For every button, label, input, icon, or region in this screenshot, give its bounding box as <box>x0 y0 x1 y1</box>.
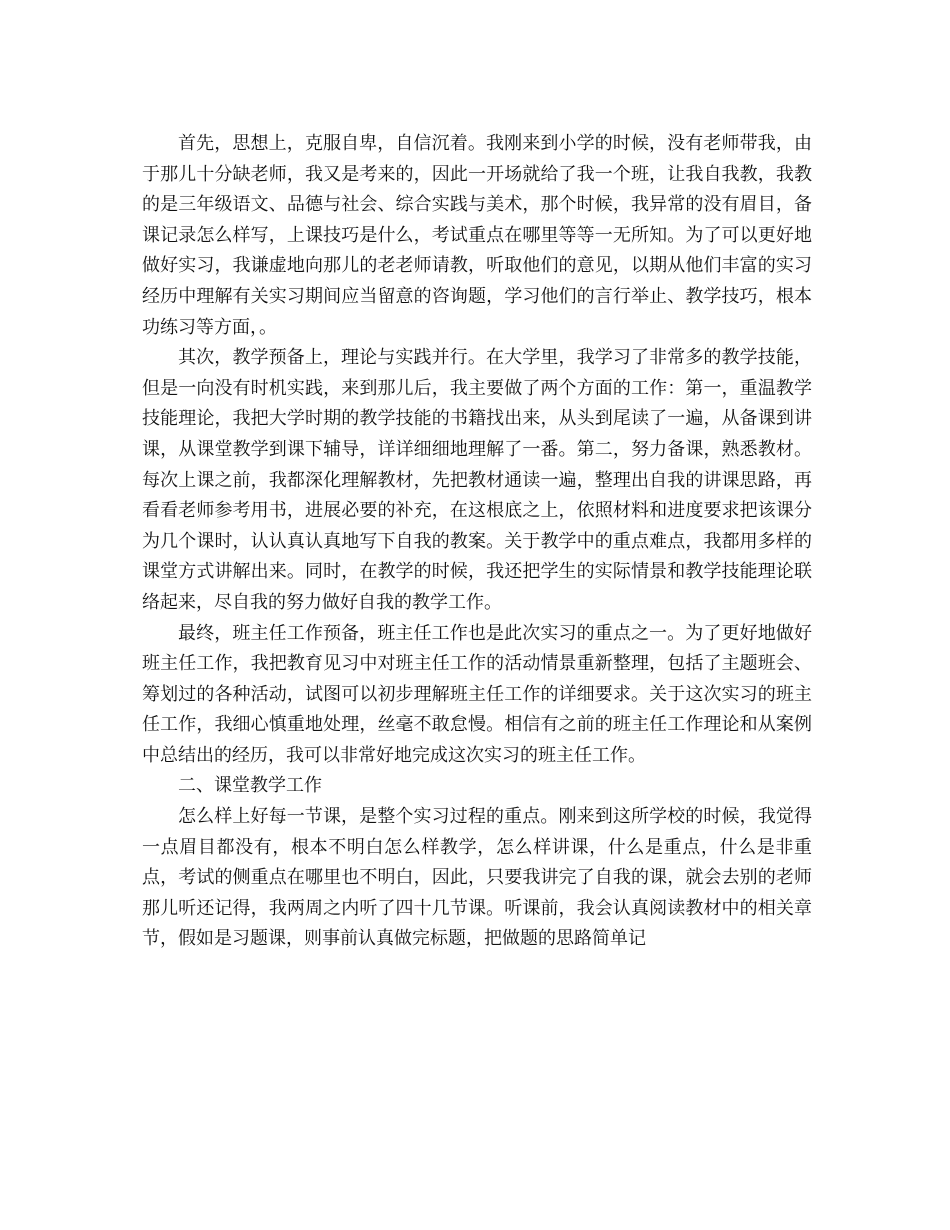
section-heading-classroom-teaching: 二、课堂教学工作 <box>178 775 322 797</box>
paragraph-classroom-teaching: 怎么样上好每一节课，是整个实习过程的重点。刚来到这所学校的时候，我觉得一点眉目都没有，根本不明白怎么样教学，怎么样讲课，什么是重点，什么是非重点，考试的侧重点在哪里也不明白，因此，只要我讲完了自我的课，就会去别的老师那儿听还记得，我两周之内听了四十几节课。听课前，我会认真阅读教材中的相关章节，假如是习题课，则事前认真做完标题，把做题的思路简单记 <box>142 806 812 950</box>
paragraph-class-teacher-preparation: 最终，班主任工作预备，班主任工作也是此次实习的重点之一。为了更好地做好班主任工作，我把教育见习中对班主任工作的活动情景重新整理，包括了主题班会、筹划过的各种活动，试图可以初步理解班主任工作的详细要求。关于这次实习的班主任工作，我细心慎重地处理，丝毫不敢怠慢。相信有之前的班主任工作理论和从案例中总结出的经历，我可以非常好地完成这次实习的班主任工作。 <box>142 622 812 766</box>
paragraph-thinking-preparation: 首先，思想上，克服自卑，自信沉着。我刚来到小学的时候，没有老师带我，由于那儿十分缺老师，我又是考来的，因此一开场就给了我一个班，让我自我教，我教的是三年级语文、品德与社会、综合实践与美术，那个时候，我异常的没有眉目，备课记录怎么样写，上课技巧是什么，考试重点在哪里等等一无所知。为了可以更好地做好实习，我谦虚地向那儿的老老师请教，听取他们的意见，以期从他们丰富的实习经历中理解有关实习期间应当留意的咨询题，学习他们的言行举止、教学技巧，根本功练习等方面，。 <box>142 133 812 338</box>
document-body <box>142 129 812 955</box>
paragraph-teaching-preparation: 其次，教学预备上，理论与实践并行。在大学里，我学习了非常多的教学技能，但是一向没有时机实践，来到那儿后，我主要做了两个方面的工作：第一，重温教学技能理论，我把大学时期的教学技能的书籍找出来，从头到尾读了一遍，从备课到讲课，从课堂教学到课下辅导，详详细细地理解了一番。第二，努力备课，熟悉教材。每次上课之前，我都深化理解教材，先把教材通读一遍，整理出自我的讲课思路，再看看老师参考用书，进展必要的补充，在这根底之上，依照材料和进度要求把该课分为几个课时，认认真认真地写下自我的教案。关于教学中的重点难点，我都用多样的课堂方式讲解出来。同时，在教学的时候，我还把学生的实际情景和教学技能理论联络起来，尽自我的努力做好自我的教学工作。 <box>142 347 812 613</box>
